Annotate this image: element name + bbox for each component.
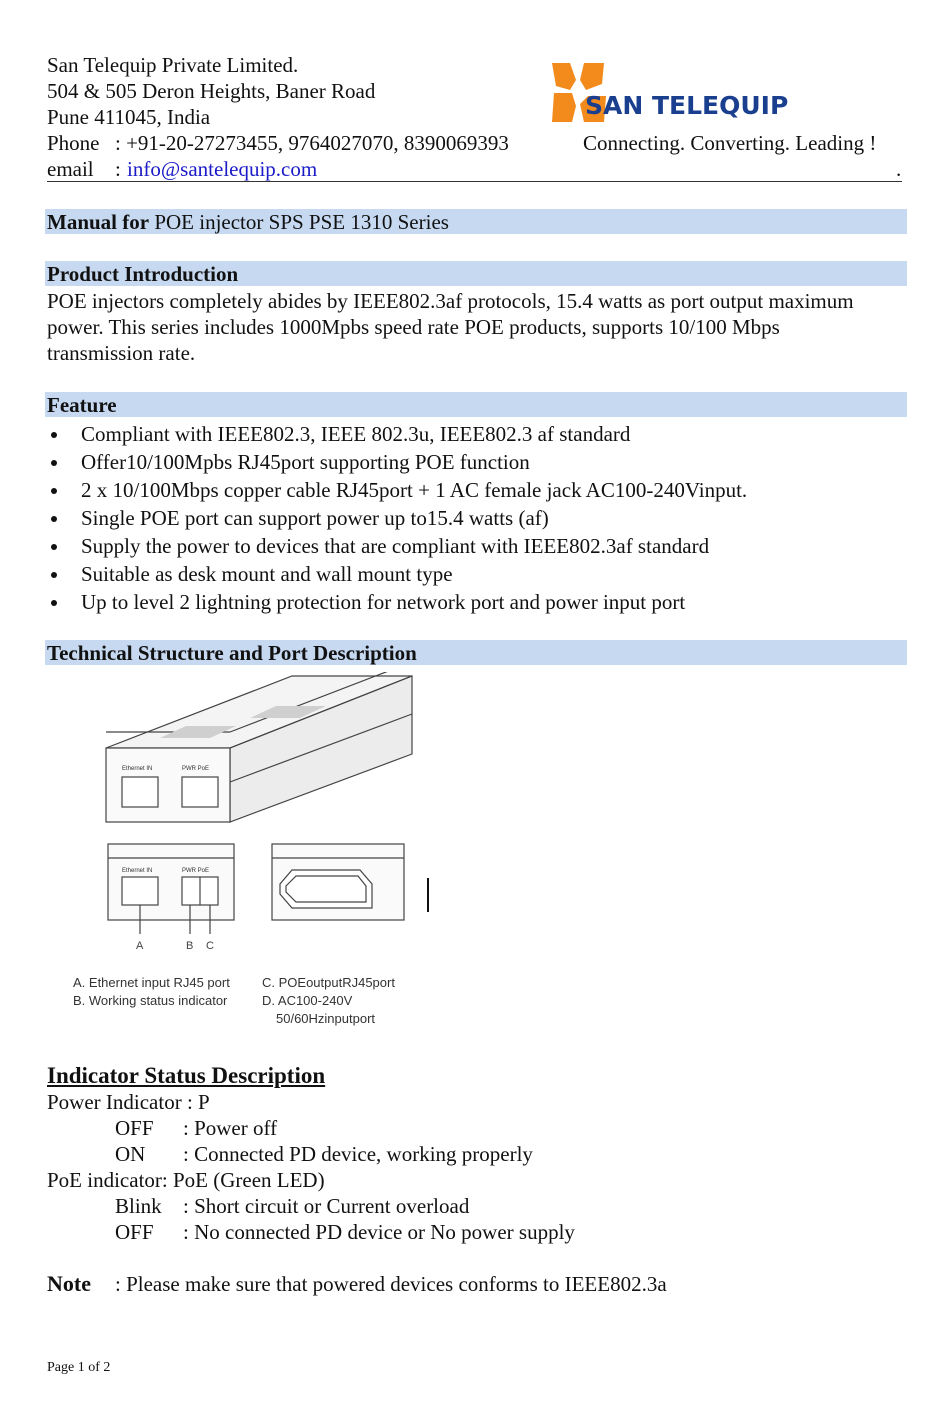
phone-value: : +91-20-27273455, 9764027070, 8390069393	[115, 131, 509, 155]
power-on-key: ON	[115, 1142, 146, 1166]
feature-item	[47, 421, 747, 449]
email-trailing-dot: .	[896, 157, 902, 181]
diagram-caption-d: D. AC100-240V	[262, 993, 353, 1008]
email-label: email	[47, 157, 94, 181]
device-3d-drawing	[106, 672, 412, 822]
address-line-2: Pune 411045, India	[47, 105, 211, 129]
port-label-eth-front: Ethernet IN	[122, 868, 153, 874]
section-heading-intro	[45, 261, 907, 286]
feature-list	[47, 421, 747, 617]
poe-off-value: : No connected PD device or No power supply	[183, 1220, 575, 1244]
manual-title: POE injector SPS PSE 1310 Series	[154, 210, 449, 234]
feature-item	[47, 561, 747, 589]
diagram-caption-c: C. POEoutputRJ45port	[262, 975, 395, 990]
letter-a: A	[136, 940, 144, 952]
manual-title-bar	[45, 209, 907, 234]
port-label-eth-3d: Ethernet IN	[122, 766, 153, 772]
feature-item	[47, 477, 747, 505]
feature-item-text: Offer10/100Mpbs RJ45port supporting POE function	[81, 450, 530, 474]
feature-item-text: Supply the power to devices that are compliant with IEEE802.3af standard	[81, 534, 710, 558]
note-text: : Please make sure that powered devices conforms to IEEE802.3a	[115, 1272, 667, 1296]
intro-heading-text: Product Introduction	[47, 262, 239, 286]
feature-heading-text: Feature	[47, 393, 117, 417]
bullet-icon	[51, 600, 57, 606]
feature-item-text: Suitable as desk mount and wall mount type	[81, 562, 453, 586]
power-on-value: : Connected PD device, working properly	[183, 1142, 533, 1166]
feature-item	[47, 449, 747, 477]
letter-c: C	[206, 940, 214, 952]
structure-heading-text: Technical Structure and Port Description	[47, 641, 417, 665]
company-name: San Telequip Private Limited.	[47, 53, 299, 77]
diagram-caption-b: B. Working status indicator	[73, 993, 228, 1008]
manual-prefix: Manual for	[47, 210, 150, 234]
bullet-icon	[51, 516, 57, 522]
bullet-icon	[51, 572, 57, 578]
port-label-pwr-front: PWR PoE	[182, 868, 210, 874]
poe-blink-value: : Short circuit or Current overload	[183, 1194, 470, 1218]
poe-blink-key: Blink	[115, 1194, 162, 1218]
power-indicator-label: Power Indicator : P	[47, 1090, 210, 1114]
port-label-pwr-3d: PWR PoE	[182, 766, 210, 772]
feature-item	[47, 505, 747, 533]
slogan: Connecting. Converting. Leading !	[583, 131, 877, 155]
bullet-icon	[51, 488, 57, 494]
indicator-heading: Indicator Status Description	[47, 1063, 326, 1088]
feature-item	[47, 533, 747, 561]
power-off-key: OFF	[115, 1116, 154, 1140]
section-heading-feature	[45, 392, 907, 417]
feature-item-text: Compliant with IEEE802.3, IEEE 802.3u, IEEE802.3 af standard	[81, 422, 631, 446]
email-separator: :	[115, 157, 121, 181]
email-link[interactable]: info@santelequip.com	[127, 157, 318, 181]
bullet-icon	[51, 544, 57, 550]
note-label: Note	[47, 1271, 91, 1296]
device-rear-view	[272, 844, 404, 920]
diagram-caption-d2: 50/60Hzinputport	[276, 1011, 376, 1026]
section-heading-structure	[45, 640, 907, 665]
address-line-1: 504 & 505 Deron Heights, Baner Road	[47, 79, 376, 103]
power-off-value: : Power off	[183, 1116, 278, 1140]
phone-label: Phone	[47, 131, 100, 155]
feature-item	[47, 589, 747, 617]
poe-indicator-label: PoE indicator: PoE (Green LED)	[47, 1168, 325, 1192]
poe-off-key: OFF	[115, 1220, 154, 1244]
logo-text: SAN TELEQUIP	[585, 91, 789, 120]
bullet-icon	[51, 432, 57, 438]
device-front-view	[108, 844, 234, 934]
letter-b: B	[186, 940, 194, 952]
feature-item-text: 2 x 10/100Mbps copper cable RJ45port + 1 AC female jack AC100-240Vinput.	[81, 478, 748, 502]
header-rule	[47, 181, 902, 182]
feature-item-text: Up to level 2 lightning protection for network port and power input port	[81, 590, 686, 614]
page-number: Page 1 of 2	[47, 1360, 111, 1375]
bullet-icon	[51, 460, 57, 466]
feature-item-text: Single POE port can support power up to15.4 watts (af)	[81, 506, 549, 530]
diagram-caption-a: A. Ethernet input RJ45 port	[73, 975, 230, 990]
intro-paragraph: POE injectors completely abides by IEEE802.3af protocols, 15.4 watts as port output maximum power. This series includes 1000Mpbs speed rate POE products, supports 10/100 Mbps transmission rate.	[47, 289, 854, 365]
